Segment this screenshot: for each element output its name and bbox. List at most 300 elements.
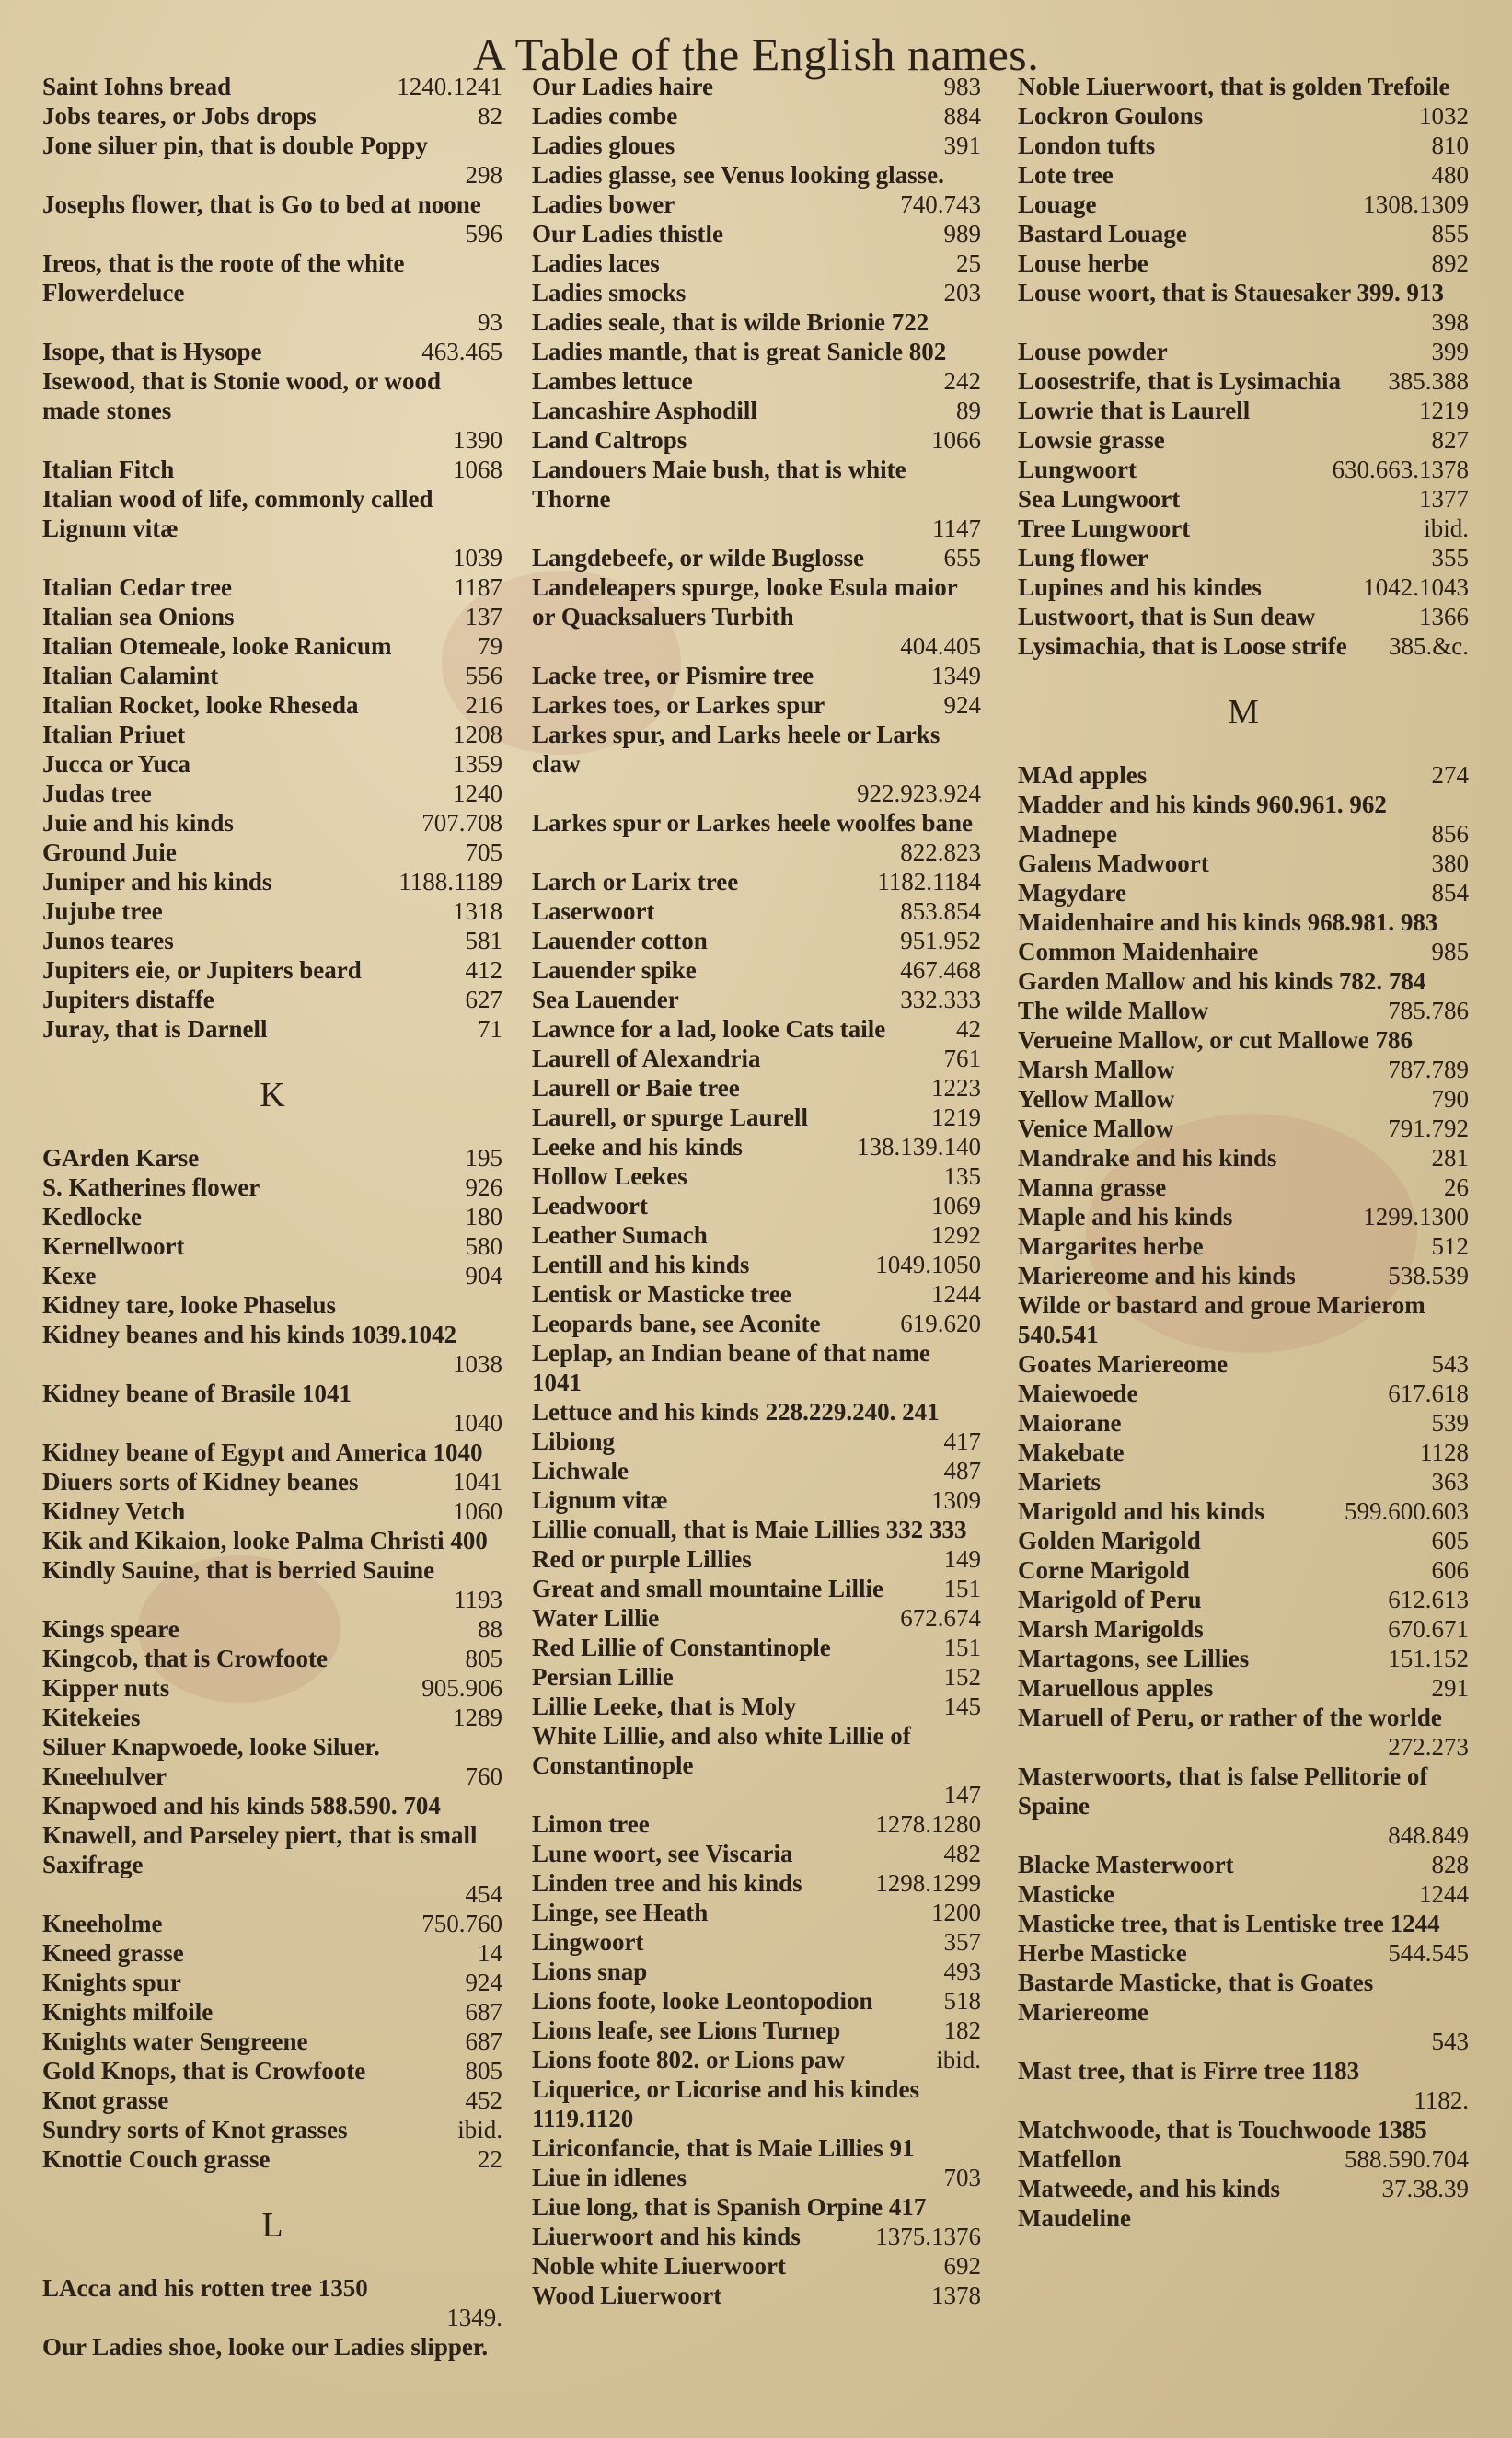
index-entry bbox=[532, 2074, 981, 2133]
entry-name: Wilde or bastard and groue Marierom 540.541 bbox=[1018, 1291, 1425, 1348]
entry-name: Lungwoort bbox=[1018, 456, 1137, 483]
entry-page-number: 1292 bbox=[931, 1221, 981, 1249]
entry-name: Lettuce and his kinds 228.229.240. 241 bbox=[532, 1398, 940, 1426]
index-entry bbox=[1018, 631, 1469, 661]
entry-name: Common Maidenhaire bbox=[1018, 938, 1259, 965]
entry-name: Verueine Mallow, or cut Mallowe 786 bbox=[1018, 1026, 1413, 1054]
index-entry bbox=[532, 1868, 981, 1898]
entry-name: MAd apples bbox=[1018, 761, 1148, 789]
index-entry bbox=[1018, 966, 1469, 996]
index-entry bbox=[1018, 160, 1469, 190]
entry-name: Lions foote 802. or Lions paw bbox=[532, 2046, 846, 2074]
index-entry bbox=[1018, 366, 1469, 396]
entry-name: Larkes spur or Larkes heele woolfes bane bbox=[532, 809, 973, 837]
entry-page-number: 1032 bbox=[1419, 102, 1469, 130]
index-entry bbox=[532, 101, 981, 131]
entry-page-number: 242 bbox=[943, 367, 981, 395]
index-entry bbox=[532, 131, 981, 160]
index-entry bbox=[42, 1202, 502, 1231]
entry-page-number: 151 bbox=[943, 1575, 981, 1602]
entry-name: Lacke tree, or Pismire tree bbox=[532, 662, 814, 689]
entry-name: Ladies seale, that is wilde Brionie 722 bbox=[532, 308, 929, 336]
entry-name: Lentisk or Masticke tree bbox=[532, 1280, 791, 1308]
index-entry bbox=[532, 1809, 981, 1839]
entry-name: Persian Lillie bbox=[532, 1663, 674, 1691]
entry-name: Wood Liuerwoort bbox=[532, 2282, 722, 2309]
entry-name: Josephs flower, that is Go to bed at noone bbox=[42, 191, 481, 218]
entry-page-number: 692 bbox=[943, 2252, 981, 2280]
entry-name: Liriconfancie, that is Maie Lillies 91 bbox=[532, 2134, 915, 2162]
index-entry bbox=[532, 1692, 981, 1721]
entry-name: Louse herbe bbox=[1018, 249, 1148, 277]
entry-page-number: 884 bbox=[943, 102, 981, 130]
entry-page-number: 1219 bbox=[931, 1103, 981, 1131]
index-entry bbox=[1018, 337, 1469, 366]
entry-name: Ladies bower bbox=[532, 191, 675, 218]
entry-name: Our Ladies thistle bbox=[532, 220, 724, 248]
entry-name: Knights milfoile bbox=[42, 1998, 214, 2026]
index-entry bbox=[532, 1544, 981, 1574]
entry-name: Lawnce for a lad, looke Cats taile bbox=[532, 1015, 886, 1043]
entry-page-number: 805 bbox=[465, 2057, 502, 2085]
entry-name: Bastarde Masticke, that is Goates Mariereome bbox=[1018, 1969, 1374, 2026]
index-entry bbox=[532, 219, 981, 248]
entry-page-number: 467.468 bbox=[900, 956, 981, 984]
entry-page-number: 599.600.603 bbox=[1345, 1497, 1469, 1525]
entry-page-number: 1366 bbox=[1419, 603, 1469, 630]
entry-page-number: 152 bbox=[943, 1663, 981, 1691]
index-entry bbox=[42, 749, 502, 779]
section-letter-heading: M bbox=[1228, 693, 1259, 732]
entry-name: Leplap, an Indian beane of that name 1041 bbox=[532, 1339, 930, 1396]
entry-page-number: 543 bbox=[1431, 1350, 1469, 1378]
entry-page-number: 1208 bbox=[453, 721, 502, 748]
index-entry bbox=[1018, 455, 1469, 484]
index-entry bbox=[532, 1161, 981, 1191]
index-entry bbox=[1018, 2203, 1469, 2233]
index-entry bbox=[42, 1290, 502, 1320]
entry-name: Juie and his kinds bbox=[42, 809, 234, 837]
entry-page-number: 1039 bbox=[453, 544, 502, 572]
index-entry bbox=[532, 2281, 981, 2310]
index-entry bbox=[532, 808, 981, 867]
index-entry bbox=[42, 2144, 502, 2174]
index-entry bbox=[532, 1191, 981, 1220]
entry-name: Isope, that is Hysope bbox=[42, 338, 262, 365]
entry-name: Water Lillie bbox=[532, 1604, 660, 1632]
entry-name: Laurell, or spurge Laurell bbox=[532, 1103, 809, 1131]
entry-name: Siluer Knapwoede, looke Siluer. bbox=[42, 1733, 380, 1761]
entry-name: Larkes toes, or Larkes spur bbox=[532, 691, 825, 719]
entry-name: Kipper nuts bbox=[42, 1674, 170, 1702]
entry-name: Maple and his kinds bbox=[1018, 1203, 1233, 1231]
entry-page-number: 605 bbox=[1431, 1527, 1469, 1554]
index-entry bbox=[532, 1014, 981, 1044]
entry-name: Mariets bbox=[1018, 1468, 1101, 1496]
index-entry bbox=[42, 2086, 502, 2115]
index-entry bbox=[532, 455, 981, 543]
index-entry bbox=[532, 1220, 981, 1250]
entry-name: Ladies combe bbox=[532, 102, 678, 130]
index-entry bbox=[1018, 2144, 1469, 2174]
entry-page-number: 138.139.140 bbox=[857, 1133, 981, 1161]
entry-page-number: 810 bbox=[1431, 132, 1469, 159]
entry-page-number: 26 bbox=[1444, 1173, 1469, 1201]
entry-name: Isewood, that is Stonie wood, or wood made stones bbox=[42, 367, 442, 424]
index-entry bbox=[1018, 907, 1469, 937]
index-entry bbox=[1018, 819, 1469, 849]
entry-name: Lockron Goulons bbox=[1018, 102, 1204, 130]
entry-name: Liue long, that is Spanish Orpine 417 bbox=[532, 2193, 927, 2221]
index-entry bbox=[42, 1014, 502, 1044]
index-entry bbox=[42, 1231, 502, 1261]
entry-page-number: 612.613 bbox=[1388, 1586, 1469, 1613]
entry-name: Marsh Marigolds bbox=[1018, 1615, 1204, 1643]
entry-name: Yellow Mallow bbox=[1018, 1085, 1175, 1113]
entry-name: Maruell of Peru, or rather of the worlde bbox=[1018, 1704, 1442, 1731]
index-entry bbox=[532, 1103, 981, 1132]
index-entry bbox=[42, 838, 502, 867]
section-letter-heading: K bbox=[260, 1076, 285, 1115]
entry-page-number: 493 bbox=[943, 1958, 981, 1985]
entry-name: Marigold and his kinds bbox=[1018, 1497, 1264, 1525]
index-entry bbox=[532, 366, 981, 396]
entry-name: Matchwoode, that is Touchwoode 1385 bbox=[1018, 2116, 1427, 2143]
index-entry bbox=[42, 631, 502, 661]
index-entry bbox=[42, 1820, 502, 1909]
entry-page-number: 480 bbox=[1431, 161, 1469, 189]
index-entry bbox=[42, 1614, 502, 1644]
entry-page-number: 707.708 bbox=[421, 809, 502, 837]
entry-page-number: 904 bbox=[465, 1262, 502, 1289]
entry-name: Mariereome and his kinds bbox=[1018, 1262, 1296, 1289]
index-entry bbox=[42, 1261, 502, 1290]
entry-page-number: 740.743 bbox=[900, 191, 981, 218]
entry-page-number: 71 bbox=[478, 1015, 502, 1043]
entry-name: Lysimachia, that is Loose strife bbox=[1018, 632, 1347, 660]
entry-name: Kings speare bbox=[42, 1615, 179, 1643]
entry-name: Lauender cotton bbox=[532, 927, 708, 954]
entry-page-number: 854 bbox=[1431, 879, 1469, 907]
index-entry bbox=[42, 1968, 502, 1997]
entry-name: Libiong bbox=[532, 1427, 616, 1455]
index-entry bbox=[42, 1909, 502, 1938]
index-entry bbox=[42, 484, 502, 572]
entry-page-number: 1289 bbox=[453, 1704, 502, 1731]
entry-name: Marsh Mallow bbox=[1018, 1056, 1175, 1083]
index-entry bbox=[1018, 790, 1469, 819]
index-entry bbox=[532, 1574, 981, 1603]
index-entry bbox=[42, 720, 502, 749]
entry-name: Liuerwoort and his kinds bbox=[532, 2223, 801, 2250]
entry-name: Lung flower bbox=[1018, 544, 1148, 572]
entry-name: Kidney Vetch bbox=[42, 1497, 186, 1525]
entry-page-number: 828 bbox=[1431, 1851, 1469, 1878]
entry-page-number: 760 bbox=[465, 1762, 502, 1790]
entry-page-number: 539 bbox=[1431, 1409, 1469, 1437]
entry-name: Lupines and his kindes bbox=[1018, 573, 1262, 601]
entry-page-number: 1200 bbox=[931, 1899, 981, 1926]
entry-name: Kidney beanes and his kinds 1039.1042 bbox=[42, 1321, 457, 1348]
entry-name: Sea Lungwoort bbox=[1018, 485, 1181, 513]
entry-page-number: 272.273 bbox=[1388, 1733, 1469, 1761]
index-entry bbox=[532, 1957, 981, 1986]
entry-page-number: 926 bbox=[465, 1173, 502, 1201]
entry-page-number: 1309 bbox=[931, 1486, 981, 1514]
index-entry bbox=[532, 278, 981, 307]
entry-page-number: 37.38.39 bbox=[1381, 2175, 1469, 2202]
index-entry bbox=[1018, 1055, 1469, 1084]
entry-page-number: 1240.1241 bbox=[397, 73, 502, 100]
entry-page-number: 848.849 bbox=[1388, 1821, 1469, 1849]
entry-page-number: 151.152 bbox=[1388, 1645, 1469, 1672]
entry-page-number: 1066 bbox=[931, 426, 981, 454]
index-entry bbox=[1018, 602, 1469, 631]
entry-name: Ladies smocks bbox=[532, 279, 687, 306]
index-entry bbox=[532, 1309, 981, 1338]
index-entry bbox=[532, 1132, 981, 1161]
entry-name: Liue in idlenes bbox=[532, 2164, 687, 2191]
entry-page-number: 1128 bbox=[1420, 1439, 1469, 1466]
entry-name: Masticke bbox=[1018, 1880, 1114, 1908]
index-entry bbox=[1018, 1202, 1469, 1231]
index-entry bbox=[532, 2222, 981, 2251]
entry-page-number: 380 bbox=[1431, 849, 1469, 877]
entry-name: Golden Marigold bbox=[1018, 1527, 1201, 1554]
entry-name: Lentill and his kinds bbox=[532, 1251, 750, 1278]
entry-name: Langdebeefe, or wilde Buglosse bbox=[532, 544, 865, 572]
entry-name: Leopards bane, see Aconite bbox=[532, 1310, 821, 1337]
index-entry bbox=[532, 1986, 981, 2016]
entry-page-number: 606 bbox=[1431, 1556, 1469, 1584]
entry-name: Garden Mallow and his kinds 782. 784 bbox=[1018, 967, 1426, 995]
entry-page-number: 14 bbox=[478, 1939, 502, 1967]
entry-name: Lions leafe, see Lions Turnep bbox=[532, 2016, 841, 2044]
entry-page-number: 617.618 bbox=[1388, 1380, 1469, 1407]
entry-page-number: 580 bbox=[465, 1232, 502, 1260]
entry-page-number: 1244 bbox=[931, 1280, 981, 1308]
entry-page-number: ibid. bbox=[1424, 514, 1469, 542]
index-entry bbox=[1018, 72, 1469, 101]
entry-name: Italian Priuet bbox=[42, 721, 186, 748]
index-entry bbox=[1018, 1938, 1469, 1968]
entry-page-number: 216 bbox=[465, 691, 502, 719]
index-entry bbox=[1018, 1408, 1469, 1438]
entry-page-number: 655 bbox=[943, 544, 981, 572]
index-entry bbox=[1018, 2115, 1469, 2144]
entry-page-number: 1378 bbox=[931, 2282, 981, 2309]
entry-page-number: 687 bbox=[465, 2028, 502, 2055]
entry-page-number: 1068 bbox=[453, 456, 502, 483]
entry-name: Corne Marigold bbox=[1018, 1556, 1190, 1584]
index-entry bbox=[532, 985, 981, 1014]
index-entry bbox=[1018, 1909, 1469, 1938]
index-entry bbox=[1018, 248, 1469, 278]
entry-page-number: 281 bbox=[1431, 1144, 1469, 1172]
entry-page-number: 1060 bbox=[453, 1497, 502, 1525]
entry-name: Kneed grasse bbox=[42, 1939, 184, 1967]
entry-page-number: 1193 bbox=[454, 1586, 502, 1613]
index-entry bbox=[1018, 190, 1469, 219]
index-entry bbox=[42, 955, 502, 985]
entry-page-number: 1298.1299 bbox=[875, 1869, 981, 1897]
index-entry bbox=[532, 1250, 981, 1279]
index-entry bbox=[42, 808, 502, 838]
index-entry bbox=[42, 896, 502, 926]
index-entry bbox=[532, 1456, 981, 1485]
index-entry bbox=[532, 72, 981, 101]
index-entry bbox=[532, 926, 981, 955]
entry-page-number: 145 bbox=[943, 1693, 981, 1720]
entry-name: Mast tree, that is Firre tree 1183 bbox=[1018, 2057, 1360, 2085]
column-3 bbox=[1018, 72, 1469, 2233]
entry-page-number: 1147 bbox=[932, 514, 981, 542]
entry-name: Knot grasse bbox=[42, 2086, 169, 2114]
entry-name: Blacke Masterwoort bbox=[1018, 1851, 1234, 1878]
index-entry bbox=[1018, 1231, 1469, 1261]
entry-page-number: 630.663.1378 bbox=[1332, 456, 1469, 483]
index-entry bbox=[532, 2016, 981, 2045]
entry-page-number: 89 bbox=[956, 397, 981, 424]
index-entry bbox=[1018, 1526, 1469, 1555]
entry-name: White Lillie, and also white Lillie of Constantinople bbox=[532, 1722, 911, 1779]
entry-page-number: 750.760 bbox=[421, 1910, 502, 1937]
index-entry bbox=[1018, 760, 1469, 790]
entry-page-number: 761 bbox=[943, 1045, 981, 1072]
index-entry bbox=[532, 690, 981, 720]
index-entry bbox=[1018, 1143, 1469, 1173]
section-letter-heading: L bbox=[261, 2206, 283, 2245]
entry-page-number: 1390 bbox=[453, 426, 502, 454]
entry-page-number: 703 bbox=[943, 2164, 981, 2191]
entry-name: Knights water Sengreene bbox=[42, 2028, 308, 2055]
entry-name: Ladies glasse, see Venus looking glasse. bbox=[532, 161, 944, 189]
entry-page-number: 905.906 bbox=[421, 1674, 502, 1702]
entry-name: Sundry sorts of Knot grasses bbox=[42, 2116, 348, 2143]
entry-page-number: 137 bbox=[465, 603, 502, 630]
entry-page-number: 42 bbox=[956, 1015, 981, 1043]
index-entry bbox=[42, 1143, 502, 1173]
entry-name: Juniper and his kinds bbox=[42, 868, 272, 895]
entry-page-number: 1223 bbox=[931, 1074, 981, 1102]
index-entry bbox=[532, 2133, 981, 2163]
index-entry bbox=[1018, 849, 1469, 878]
entry-name: Makebate bbox=[1018, 1439, 1125, 1466]
entry-page-number: 672.674 bbox=[900, 1604, 981, 1632]
entry-page-number: 357 bbox=[943, 1928, 981, 1956]
index-entry bbox=[532, 1662, 981, 1692]
entry-name: Maiewoede bbox=[1018, 1380, 1138, 1407]
entry-page-number: 195 bbox=[465, 1144, 502, 1172]
entry-name: Kingcob, that is Crowfoote bbox=[42, 1645, 328, 1672]
index-entry bbox=[532, 1898, 981, 1927]
entry-name: Herbe Masticke bbox=[1018, 1939, 1187, 1967]
index-entry bbox=[1018, 1555, 1469, 1585]
entry-page-number: 556 bbox=[465, 662, 502, 689]
index-entry bbox=[1018, 1349, 1469, 1379]
entry-name: Goates Mariereome bbox=[1018, 1350, 1229, 1378]
entry-page-number: 1308.1309 bbox=[1363, 191, 1469, 218]
entry-name: Hollow Leekes bbox=[532, 1162, 687, 1190]
index-entry bbox=[42, 1379, 502, 1438]
index-entry bbox=[532, 1338, 981, 1397]
index-entry bbox=[42, 190, 502, 248]
index-entry bbox=[1018, 1496, 1469, 1526]
index-entry bbox=[1018, 1379, 1469, 1408]
entry-name: Margarites herbe bbox=[1018, 1232, 1204, 1260]
index-entry bbox=[1018, 1614, 1469, 1644]
entry-name: London tufts bbox=[1018, 132, 1156, 159]
entry-page-number: 404.405 bbox=[900, 632, 981, 660]
index-entry bbox=[1018, 1025, 1469, 1055]
entry-page-number: 147 bbox=[943, 1781, 981, 1808]
entry-page-number: 518 bbox=[943, 1987, 981, 2015]
index-entry bbox=[42, 366, 502, 455]
index-entry bbox=[1018, 543, 1469, 572]
index-entry bbox=[1018, 1879, 1469, 1909]
entry-page-number: 463.465 bbox=[421, 338, 502, 365]
index-entry bbox=[532, 2251, 981, 2281]
entry-name: Loosestrife, that is Lysimachia bbox=[1018, 367, 1341, 395]
entry-name: Kitekeies bbox=[42, 1704, 141, 1731]
entry-page-number: 892 bbox=[1431, 249, 1469, 277]
entry-name: Lustwoort, that is Sun deaw bbox=[1018, 603, 1316, 630]
entry-page-number: 398 bbox=[1431, 308, 1469, 336]
page-title: A Table of the English names. bbox=[472, 29, 1040, 80]
entry-name: Lillie conuall, that is Maie Lillies 332 333 bbox=[532, 1516, 967, 1543]
entry-page-number: 25 bbox=[956, 249, 981, 277]
index-entry bbox=[42, 572, 502, 602]
column-2 bbox=[532, 72, 981, 2310]
index-entry bbox=[532, 2192, 981, 2222]
entry-name: Lignum vitæ bbox=[532, 1486, 668, 1514]
entry-name: Our Ladies shoe, looke our Ladies slipper. bbox=[42, 2333, 489, 2361]
entry-name: Kneeholme bbox=[42, 1910, 163, 1937]
entry-name: Saint Iohns bread bbox=[42, 73, 232, 100]
entry-name: Leeke and his kinds bbox=[532, 1133, 743, 1161]
entry-page-number: 544.545 bbox=[1388, 1939, 1469, 1967]
index-entry bbox=[42, 2115, 502, 2144]
entry-name: Marigold of Peru bbox=[1018, 1586, 1202, 1613]
index-entry bbox=[1018, 1438, 1469, 1467]
index-entry bbox=[532, 1603, 981, 1633]
index-entry bbox=[1018, 878, 1469, 907]
entry-page-number: 454 bbox=[465, 1880, 502, 1908]
entry-page-number: 627 bbox=[465, 986, 502, 1013]
index-entry bbox=[42, 2273, 502, 2332]
index-entry bbox=[42, 1703, 502, 1732]
index-entry bbox=[42, 337, 502, 366]
entry-page-number: 581 bbox=[465, 927, 502, 954]
index-entry bbox=[532, 1721, 981, 1809]
entry-name: Kedlocke bbox=[42, 1203, 142, 1231]
entry-name: Masterwoorts, that is false Pellitorie of Spaine bbox=[1018, 1762, 1428, 1820]
index-entry bbox=[532, 1633, 981, 1662]
index-entry bbox=[42, 985, 502, 1014]
index-entry bbox=[1018, 1173, 1469, 1202]
entry-name: Linden tree and his kinds bbox=[532, 1869, 802, 1897]
index-entry bbox=[532, 190, 981, 219]
entry-name: Gold Knops, that is Crowfoote bbox=[42, 2057, 366, 2085]
entry-name: Kneehulver bbox=[42, 1762, 167, 1790]
entry-name: GArden Karse bbox=[42, 1144, 200, 1172]
index-entry bbox=[1018, 219, 1469, 248]
index-entry bbox=[532, 1073, 981, 1103]
entry-name: Leather Sumach bbox=[532, 1221, 708, 1249]
entry-name: Ladies gloues bbox=[532, 132, 675, 159]
entry-page-number: 951.952 bbox=[900, 927, 981, 954]
entry-page-number: 1349. bbox=[446, 2304, 502, 2331]
